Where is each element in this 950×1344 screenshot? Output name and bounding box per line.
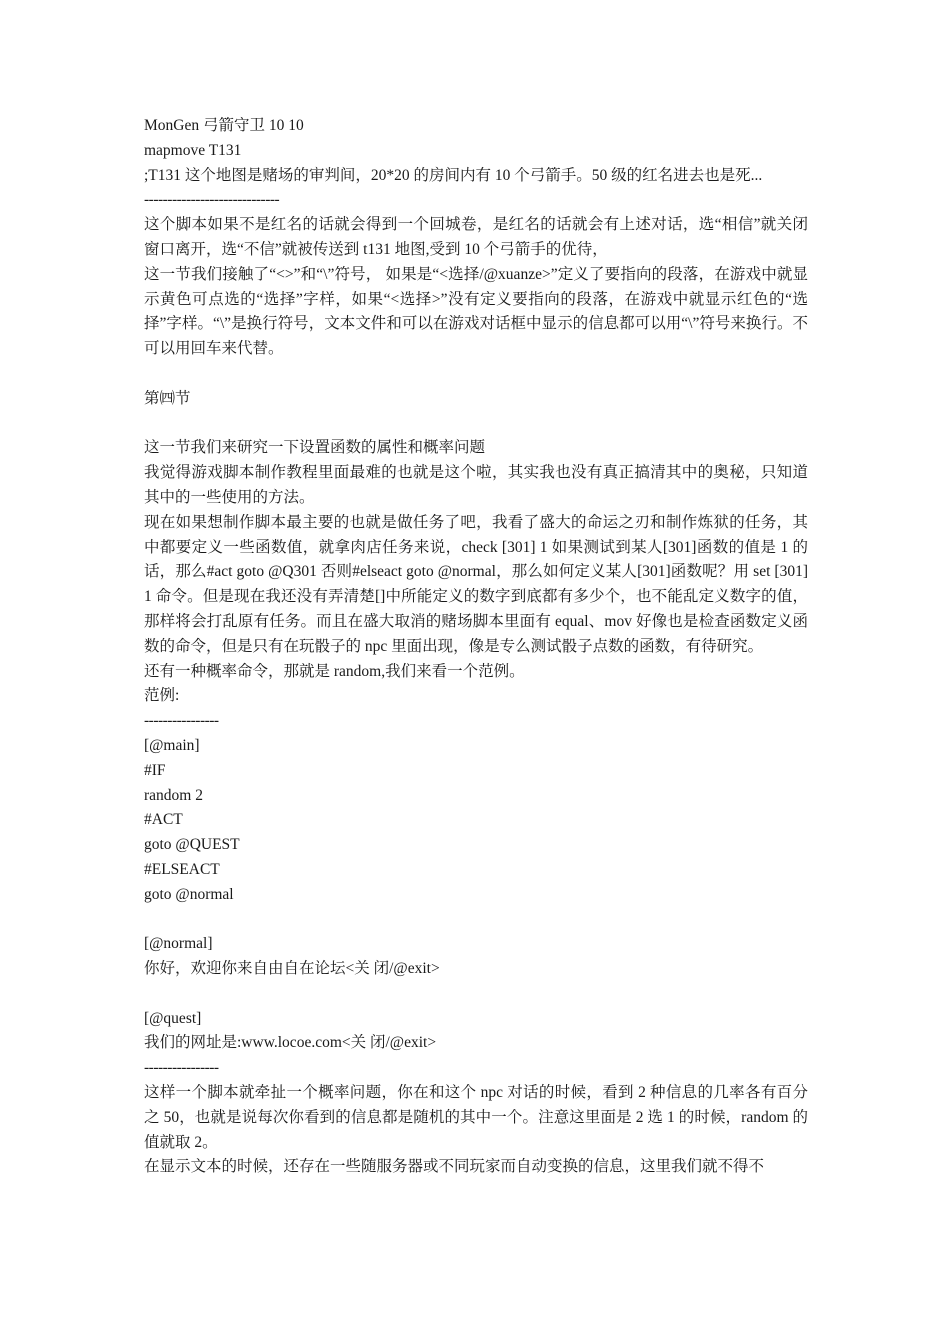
separator-line: ---------------- — [144, 712, 219, 730]
script-comment-line: ;T131 这个地图是赌场的审判间，20*20 的房间内有 10 个弓箭手。50 级的红名进去也是死... — [144, 166, 763, 184]
script-line-mapmove: mapmove T131 — [144, 141, 242, 159]
script-line-mongen: MonGen 弓箭守卫 10 10 — [144, 117, 304, 134]
outro-paragraph-2: 在显示文本的时候，还存在一些随服务器或不同玩家而自动变换的信息，这里我们就不得不 — [144, 1158, 765, 1176]
code-line: goto @normal — [144, 885, 234, 903]
intro-paragraph-2: 这一节我们接触了“<>”和“\”符号， 如果是“<选择/@xuanze>”定义了要指向的段落，在游戏中就显示黄色可点选的“选择”字样，如果“<选择>”没有定义要指向的段落，在游戏中就显示红色的“选择”字样。“\”是换行符号，文本文件和可以在游戏对话框中显示的信息都可以用“\”符号来换行。不可以用回车来代替。 — [144, 265, 808, 358]
document-page — [144, 114, 808, 1180]
code-line: 你好，欢迎你来自由自在论坛<关 闭/@exit> — [144, 960, 440, 978]
section-heading: 第㈣节 — [144, 389, 191, 407]
outro-paragraph-1: 这样一个脚本就牵扯一个概率问题，你在和这个 npc 对话的时候，看到 2 种信息的几率各有百分之 50，也就是说每次你看到的信息都是随机的其中一个。注意这里面是 2 选 1 的时候，random 的值就取 2。 — [144, 1084, 808, 1151]
code-line: [@main] — [144, 736, 200, 754]
section-paragraph-2: 我觉得游戏脚本制作教程里面最难的也就是这个啦，其实我也没有真正搞清其中的奥秘，只知道其中的一些使用的方法。 — [144, 464, 808, 506]
code-line: [@normal] — [144, 935, 213, 953]
section-paragraph-1: 这一节我们来研究一下设置函数的属性和概率问题 — [144, 439, 486, 457]
blank-line — [144, 908, 808, 933]
intro-paragraph-1: 这个脚本如果不是红名的话就会得到一个回城卷，是红名的话就会有上述对话，选“相信”就关闭窗口离开，选“不信”就被传送到 t131 地图,受到 10 个弓箭手的优待， — [144, 216, 808, 258]
code-line: [@quest] — [144, 1009, 202, 1027]
code-line: 我们的网址是:www.locoe.com<关 闭/@exit> — [144, 1034, 437, 1052]
example-label: 范例: — [144, 687, 180, 705]
blank-line — [144, 412, 808, 437]
separator-line: ---------------- — [144, 1059, 219, 1077]
code-line: goto @QUEST — [144, 836, 240, 854]
code-line: #ELSEACT — [144, 860, 220, 878]
section-paragraph-4: 还有一种概率命令，那就是 random,我们来看一个范例。 — [144, 662, 525, 680]
code-line: random 2 — [144, 786, 203, 804]
blank-line — [144, 982, 808, 1007]
section-paragraph-3: 现在如果想制作脚本最主要的也就是做任务了吧，我看了盛大的命运之刃和制作炼狱的任务，其中都要定义一些函数值，就拿肉店任务来说，check [301] 1 如果测试到某人[301]函数的值是 1 的话，那么#act goto @Q301 否则#elseact goto @normal，那么如何定义某人[301]函数呢？用 set [301] 1 命令。但是现在我还没有弄清楚[]中所能定义的数字到底都有多少个，也不能乱定义数字的值，那样将会打乱原有任务。而且在盛大取消的赌场脚本里面有 equal、mov 好像也是检查函数定义函数的命令，但是只有在玩骰子的 npc 里面出现，像是专么测试骰子点数的函数，有待研究。 — [144, 513, 808, 655]
blank-line — [144, 362, 808, 387]
code-line: #ACT — [144, 811, 183, 829]
code-line: #IF — [144, 761, 166, 779]
separator-line: ----------------------------- — [144, 191, 280, 209]
